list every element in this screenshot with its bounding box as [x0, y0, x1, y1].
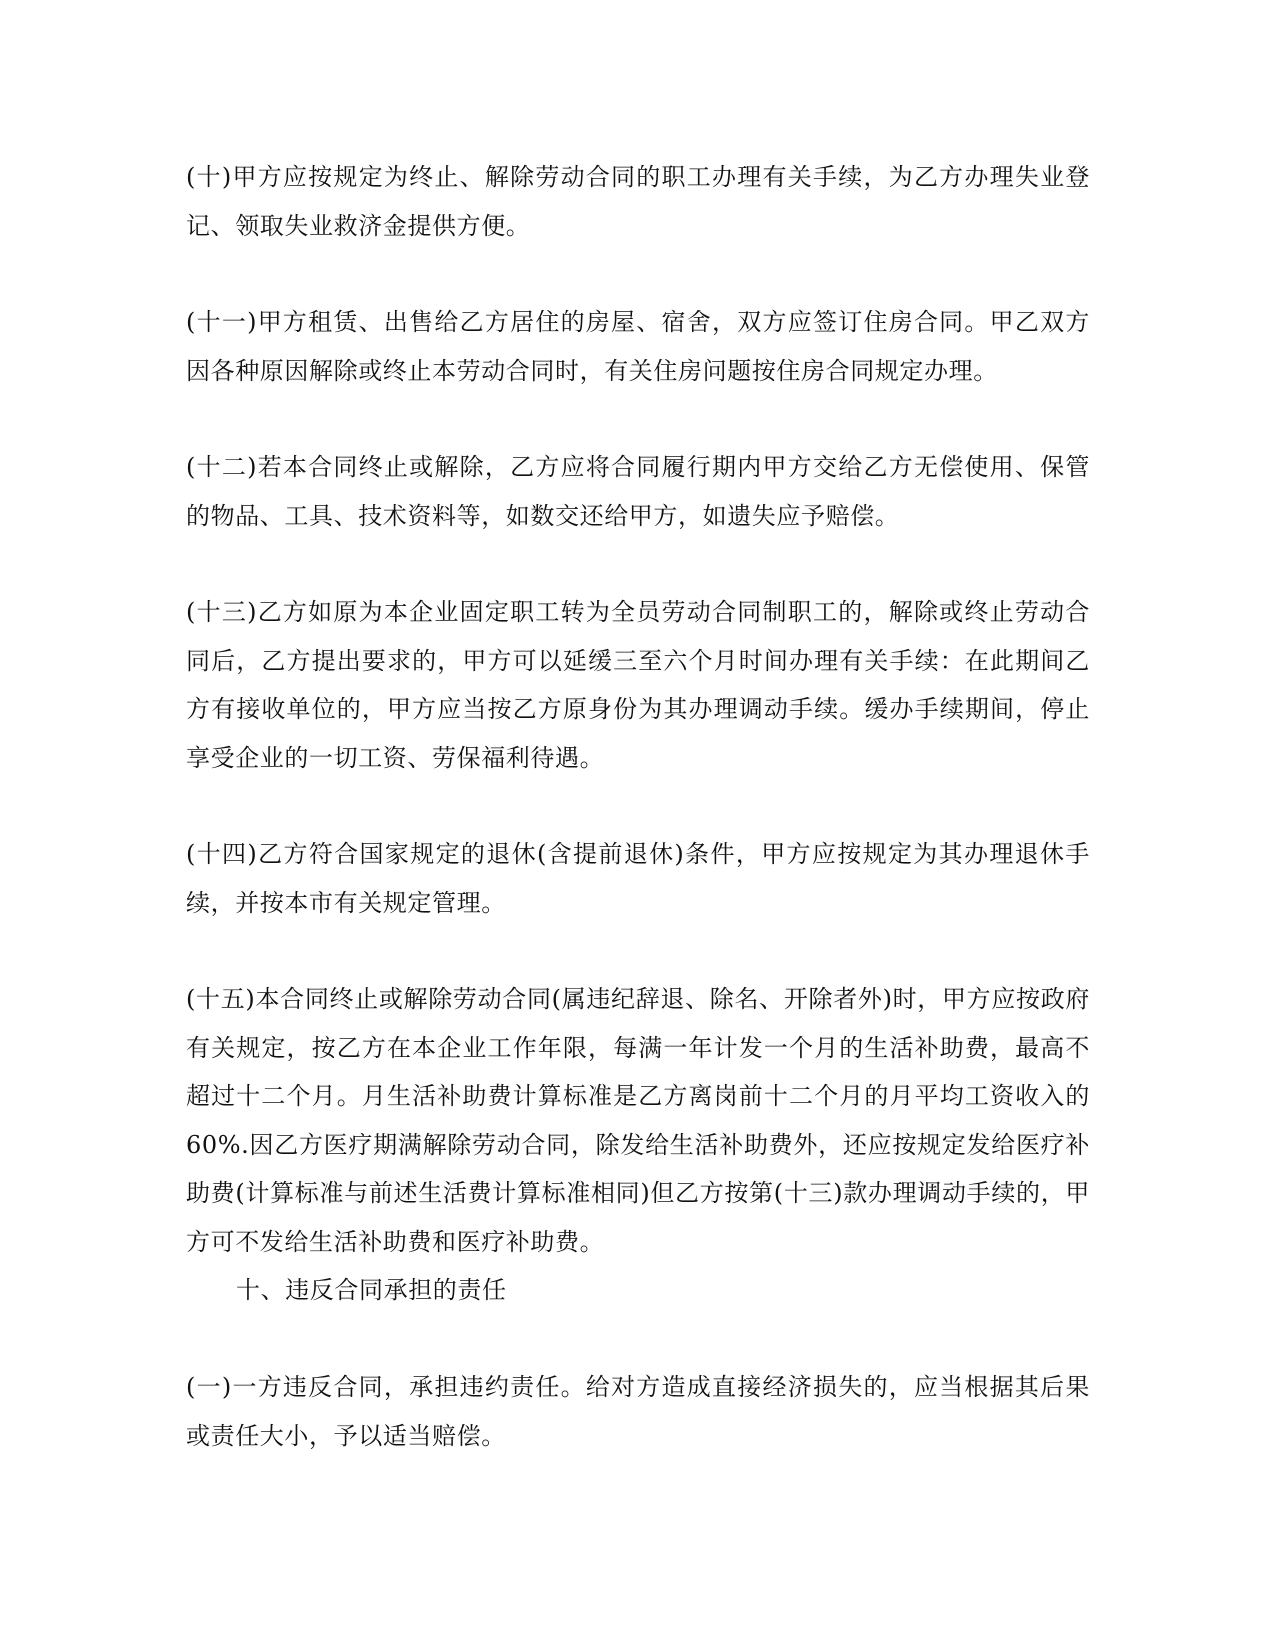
section-clause-1-paragraph: (一)一方违反合同，承担违约责任。给对方造成直接经济损失的，应当根据其后果或责任大小，予以适当赔偿。: [186, 1373, 1090, 1450]
clause-12-paragraph: (十二)若本合同终止或解除，乙方应将合同履行期内甲方交给乙方无偿使用、保管的物品、工具、技术资料等，如数交还给甲方，如遗失应予赔偿。: [186, 453, 1090, 530]
clause-13-paragraph: (十三)乙方如原为本企业固定职工转为全员劳动合同制职工的，解除或终止劳动合同后，乙方提出要求的，甲方可以延缓三至六个月时间办理有关手续：在此期间乙方有接收单位的，甲方应当按乙方原身份为其办理调动手续。缓办手续期间，停止享受企业的一切工资、劳保福利待遇。: [186, 598, 1090, 772]
section-heading: 十、违反合同承担的责任: [236, 1276, 507, 1304]
clause-10-paragraph: (十)甲方应按规定为终止、解除劳动合同的职工办理有关手续，为乙方办理失业登记、领取失业救济金提供方便。: [186, 163, 1090, 240]
clause-14-paragraph: (十四)乙方符合国家规定的退休(含提前退休)条件，甲方应按规定为其办理退休手续，并按本市有关规定管理。: [186, 840, 1090, 917]
clause-15-paragraph: (十五)本合同终止或解除劳动合同(属违纪辞退、除名、开除者外)时，甲方应按政府有关规定，按乙方在本企业工作年限，每满一年计发一个月的生活补助费，最高不超过十二个月。月生活补助费计算标准是乙方离岗前十二个月的月平均工资收入的60%.因乙方医疗期满解除劳动合同，除发给生活补助费外，还应按规定发给医疗补助费(计算标准与前述生活费计算标准相同)但乙方按第(十三)款办理调动手续的，甲方可不发给生活补助费和医疗补助费。: [186, 985, 1090, 1256]
clause-11-paragraph: (十一)甲方租赁、出售给乙方居住的房屋、宿舍，双方应签订住房合同。甲乙双方因各种原因解除或终止本劳动合同时，有关住房问题按住房合同规定办理。: [186, 308, 1090, 385]
